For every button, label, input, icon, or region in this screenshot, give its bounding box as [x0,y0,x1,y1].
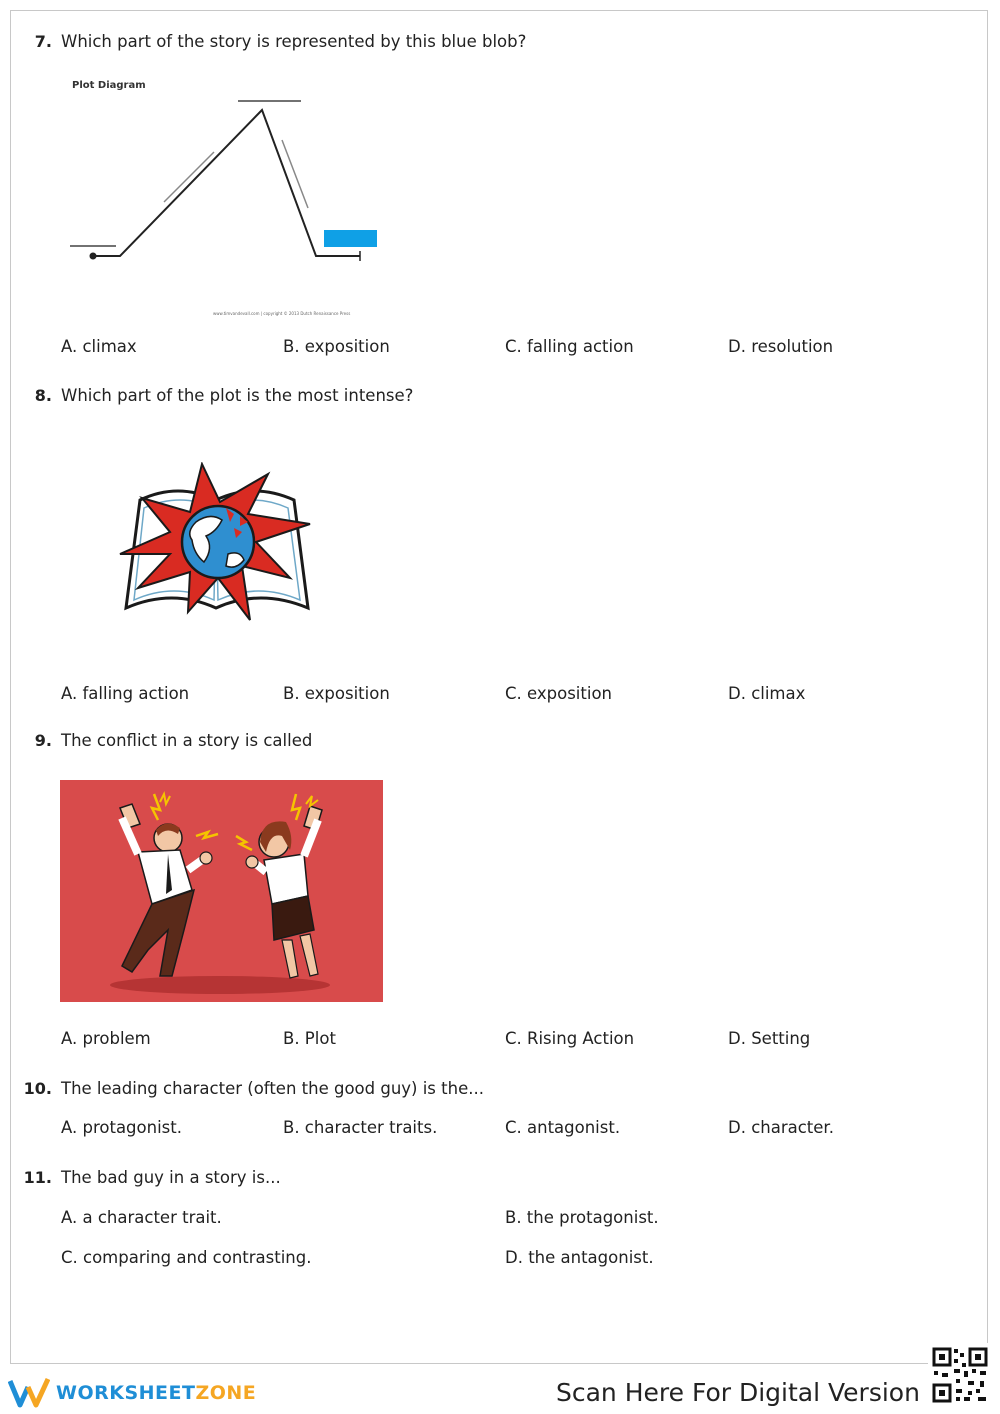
q11-option-a[interactable]: A. a character trait. [61,1208,222,1227]
rising-action-line [164,152,214,202]
question-7-text: Which part of the story is represented by this blue blob? [61,32,527,51]
question-11-number: 11. [23,1168,52,1187]
logo-text-zone: ZONE [195,1382,257,1404]
question-10-number: 10. [23,1079,52,1098]
q10-option-d[interactable]: D. character. [728,1118,834,1137]
q11-option-d[interactable]: D. the antagonist. [505,1248,654,1267]
blue-blob [324,230,377,247]
question-9-number: 9. [34,731,52,750]
scene-background [60,780,383,1002]
q7-option-b[interactable]: B. exposition [283,337,390,356]
scan-digital-version-text: Scan Here For Digital Version [556,1378,920,1407]
question-7-number: 7. [34,32,52,51]
q10-option-a[interactable]: A. protagonist. [61,1118,182,1137]
worksheetzone-w-icon [8,1377,50,1409]
question-8-text: Which part of the plot is the most intense? [61,386,414,405]
worksheetzone-logo[interactable] [8,1376,258,1410]
plot-line [93,110,360,256]
q8-option-d[interactable]: D. climax [728,684,806,703]
q9-option-b[interactable]: B. Plot [283,1029,336,1048]
q9-option-a[interactable]: A. problem [61,1029,151,1048]
question-8-number: 8. [34,386,52,405]
q7-option-a[interactable]: A. climax [61,337,137,356]
question-11-text: The bad guy in a story is... [61,1168,281,1187]
q10-option-b[interactable]: B. character traits. [283,1118,438,1137]
q7-option-d[interactable]: D. resolution [728,337,834,356]
q8-option-c[interactable]: C. exposition [505,684,612,703]
logo-text-worksheet: WORKSHEET [56,1382,196,1404]
plot-diagram-title: Plot Diagram [72,80,146,91]
exploding-book-illustration [118,462,314,628]
q10-option-c[interactable]: C. antagonist. [505,1118,621,1137]
q9-option-d[interactable]: D. Setting [728,1029,811,1048]
arguing-people-illustration [60,780,383,1002]
question-9-text: The conflict in a story is called [61,731,313,750]
plot-diagram-figure [60,68,390,320]
q11-option-b[interactable]: B. the protagonist. [505,1208,659,1227]
q7-option-c[interactable]: C. falling action [505,337,634,356]
qr-code-icon[interactable] [928,1343,992,1407]
question-10-text: The leading character (often the good guy) is the... [61,1079,484,1098]
q11-option-c[interactable]: C. comparing and contrasting. [61,1248,312,1267]
plot-diagram-credit: www.timvandevall.com | copyright © 2013 Dutch Renaissance Press [213,311,351,316]
q9-option-c[interactable]: C. Rising Action [505,1029,635,1048]
q8-option-a[interactable]: A. falling action [61,684,190,703]
q8-option-b[interactable]: B. exposition [283,684,390,703]
